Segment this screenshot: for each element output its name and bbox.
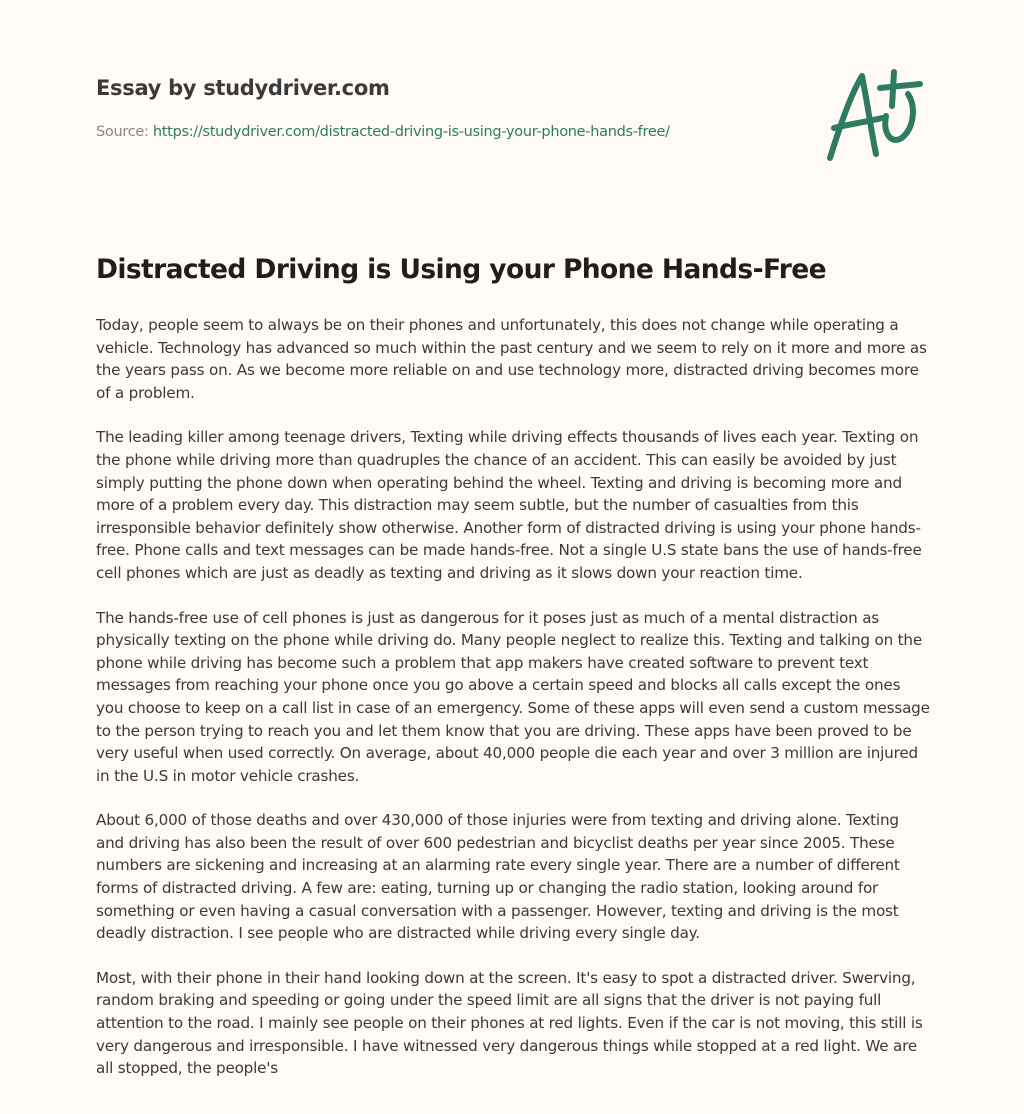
essay-title: Distracted Driving is Using your Phone Hands-Free — [96, 254, 826, 285]
brand-heading: Essay by studydriver.com — [96, 76, 390, 100]
paragraph: The hands-free use of cell phones is just as dangerous for it poses just as much of a mental distraction as physically texting on the phone while driving do. Many people neglect to realize this. Texting and talking on the phone while driving has become such a problem that app makers have created software to prevent text messages from reaching your phone once you go above a certain speed and blocks all calls except the ones you choose to keep on a call list in case of an emergency. Some of these apps will even send a custom message to the person trying to reach you and let them know that you are driving. These apps have been proved to be very useful when used correctly. On average, about 40,000 people die each year and over 3 million are injured in the U.S in motor vehicle crashes. — [96, 608, 930, 785]
paragraph: The leading killer among teenage drivers, Texting while driving effects thousands of lives each year. Texting on the phone while driving more than quadruples the chance of an accident. This can easily be avoided by just simply putting the phone down when operating behind the wheel. Texting and driving is becoming more and more of a problem every day. This distraction may seem subtle, but the number of casualties from this irresponsible behavior definitely show otherwise. Another form of distracted driving is using your phone hands-free. Phone calls and text messages can be made hands-free. Not a single U.S state bans the use of hands-free cell phones which are just as deadly as texting and driving as it slows down your reaction time. — [96, 428, 922, 582]
a-plus-logo-icon — [820, 66, 930, 166]
paragraph: Today, people seem to always be on their phones and unfortunately, this does not change while operating a vehicle. Technology has advanced so much within the past century and we seem to rely on it more and more as the years pass on. As we become more reliable on and use technology more, distracted driving becomes more of a problem. — [96, 316, 927, 402]
essay-body — [96, 314, 930, 1102]
paragraph: Most, with their phone in their hand looking down at the screen. It's easy to spot a distracted driver. Swerving, random braking and speeding or going under the speed limit are all signs that the driver is not paying full attention to the road. I mainly see people on their phones at red lights. Even if the car is not moving, this still is very dangerous and irresponsible. I have witnessed very dangerous things while stopped at a red light. We are all stopped, the people's — [96, 968, 923, 1078]
source-label: Source: — [96, 124, 153, 140]
source-line — [96, 124, 670, 140]
paragraph: About 6,000 of those deaths and over 430,000 of those injuries were from texting and driving alone. Texting and driving has also been the result of over 600 pedestrian and bicyclist deaths per year since 2005. These numbers are sickening and increasing at an alarming rate every single year. There are a number of different forms of distracted driving. A few are: eating, turning up or changing the radio station, looking around for something or even having a casual conversation with a passenger. However, texting and driving is the most deadly distraction. I see people who are distracted while driving every single day. — [96, 811, 900, 943]
source-link[interactable]: https://studydriver.com/distracted-driving-is-using-your-phone-hands-free/ — [152, 124, 670, 140]
